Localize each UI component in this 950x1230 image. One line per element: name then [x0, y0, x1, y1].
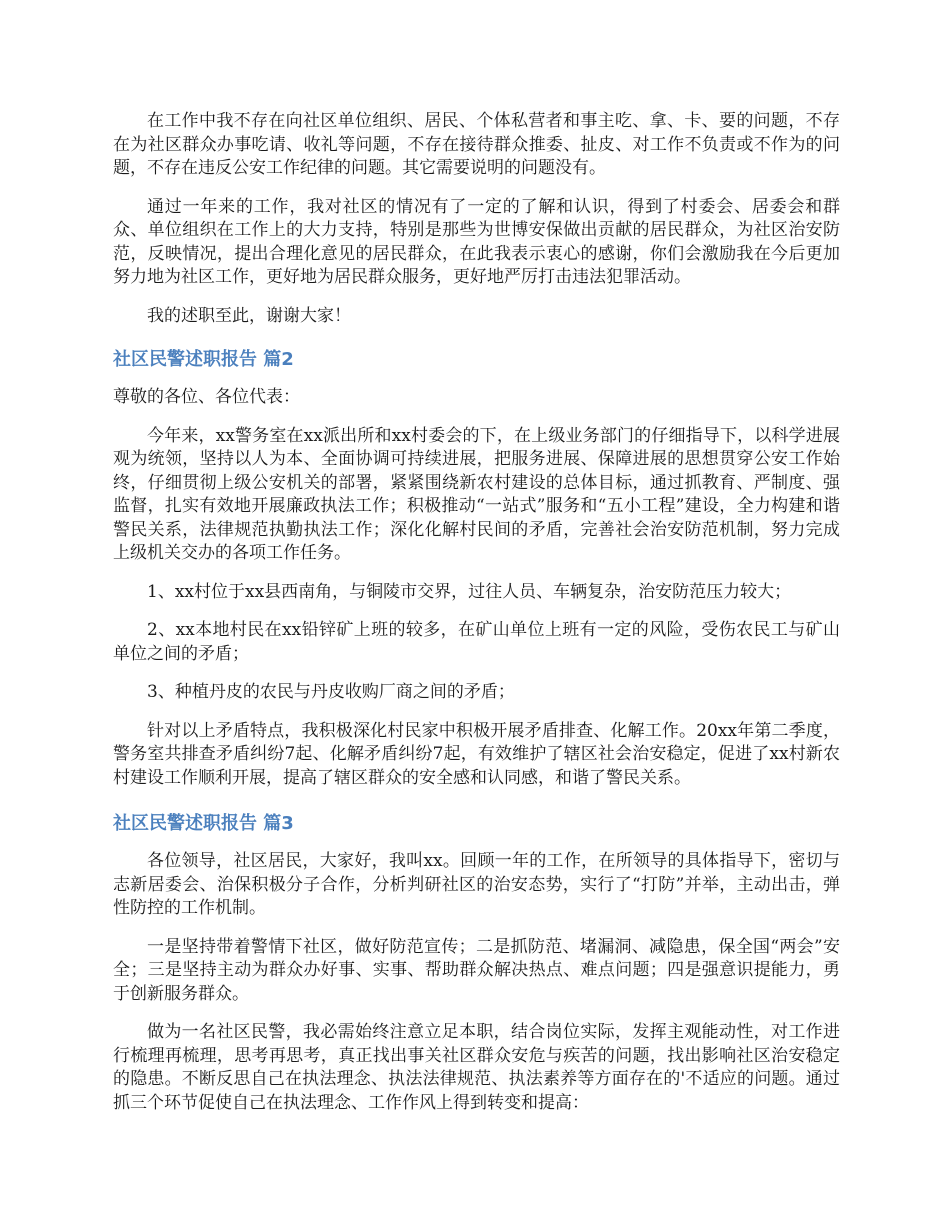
- paragraph: 通过一年来的工作，我对社区的情况有了一定的了解和认识，得到了村委会、居委会和群众、单位组织在工作上的大力支持，特别是那些为世博安保做出贡献的居民群众，为社区治安防范，反映情况，提出合理化意见的居民群众，在此我表示衷心的感谢，你们会激励我在今后更加努力地为社区工作，更好地为居民群众服务，更好地严厉打击违法犯罪活动。: [113, 196, 840, 287]
- list-item: 1、xx村位于xx县西南角，与铜陵市交界，过往人员、车辆复杂，治安防范压力较大；: [147, 581, 792, 602]
- greeting: 尊敬的各位、各位代表：: [113, 387, 300, 407]
- paragraph: 各位领导，社区居民，大家好，我叫xx。回顾一年的工作，在所领导的具体指导下，密切与志新居委会、治保积极分子合作，分析判研社区的治安态势，实行了“打防”并举，主动出击，弹性防控的工作机制。: [113, 851, 840, 918]
- list-item: 3、种植丹皮的农民与丹皮收购厂商之间的矛盾；: [147, 682, 515, 702]
- section-heading: 社区民警述职报告 篇2: [113, 349, 294, 370]
- paragraph: 在工作中我不存在向社区单位组织、居民、个体私营者和事主吃、拿、卡、要的问题，不存在为社区群众办事吃请、收礼等问题，不存在接待群众推委、扯皮、对工作不负责或不作为的问题，不存在违反公安工作纪律的问题。其它需要说明的问题没有。: [113, 111, 840, 178]
- paragraph: 做为一名社区民警，我必需始终注意立足本职，结合岗位实际，发挥主观能动性，对工作进行梳理再梳理，思考再思考，真正找出事关社区群众安危与疾苦的问题，找出影响社区治安稳定的隐患。不断反思自己在执法理念、执法法律规范、执法素养等方面存在的'不适应的问题。通过抓三个环节促使自己在执法理念、工作作风上得到转变和提高：: [113, 1022, 840, 1113]
- section-heading: 社区民警述职报告 篇3: [113, 813, 294, 834]
- paragraph: 我的述职至此，谢谢大家！: [147, 305, 351, 326]
- list-item: 2、xx本地村民在xx铅锌矿上班的较多，在矿山单位上班有一定的风险，受伤农民工与矿山单位之间的矛盾；: [113, 620, 840, 664]
- paragraph: 针对以上矛盾特点，我积极深化村民家中积极开展矛盾排查、化解工作。20xx年第二季度，警务室共排查矛盾纠纷7起、化解矛盾纠纷7起，有效维护了辖区社会治安稳定，促进了xx村新农村建设工作顺利开展，提高了辖区群众的安全感和认同感，和谐了警民关系。: [113, 720, 840, 788]
- document-page: [113, 110, 840, 1130]
- paragraph: 今年来，xx警务室在xx派出所和xx村委会的下，在上级业务部门的仔细指导下，以科学进展观为统领，坚持以人为本、全面协调可持续进展，把服务进展、保障进展的思想贯穿公安工作始终，仔细贯彻上级公安机关的部署，紧紧围绕新农村建设的总体目标，通过抓教育、严制度、强监督，扎实有效地开展廉政执法工作；积极推动“一站式”服务和“五小工程”建设，全力构建和谐警民关系，法律规范执勤执法工作；深化化解村民间的矛盾，完善社会治安防范机制，努力完成上级机关交办的各项工作任务。: [113, 425, 840, 563]
- paragraph: 一是坚持带着警情下社区，做好防范宣传；二是抓防范、堵漏洞、减隐患，保全国“两会”安全；三是坚持主动为群众办好事、实事、帮助群众解决热点、难点问题；四是强意识提能力，勇于创新服务群众。: [113, 936, 840, 1004]
